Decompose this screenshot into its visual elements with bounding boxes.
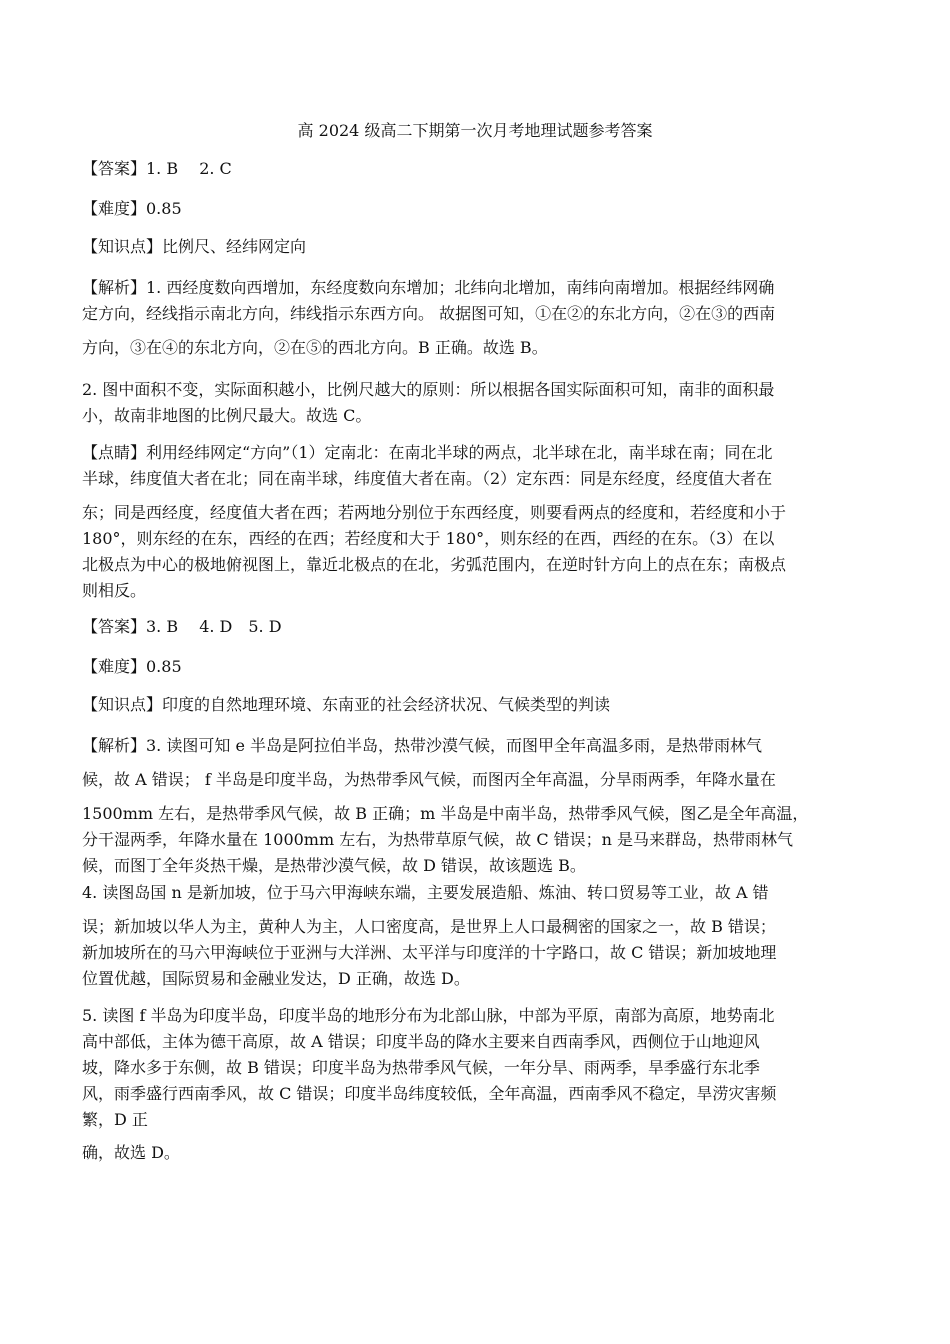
text-line: 4. 读图岛国 n 是新加坡，位于马六甲海峡东端，主要发展造船、炼油、转口贸易等工业，故 A 错: [82, 883, 769, 902]
answer-line-q3-5: [82, 614, 862, 640]
text-line: 小，故南非地图的比例尺最大。故选 C。: [82, 406, 372, 425]
text-line: 【难度】0.85: [82, 657, 182, 676]
text-line: 方向，③在④的东北方向，②在⑤的西北方向。B 正确。故选 B。: [82, 338, 548, 357]
analysis-q3: [82, 733, 862, 879]
text-line: 候，故 A 错误； f 半岛是印度半岛，为热带季风气候，而图丙全年高温，分旱雨两季，年降水量在: [82, 770, 776, 789]
answer-line-q1-2: [82, 156, 862, 182]
text-line: 坡，降水多于东侧，故 B 错误；印度半岛为热带季风气候，一年分旱、雨两季，旱季盛行东北季: [82, 1058, 760, 1077]
text-line: 【解析】1. 西经度数向西增加，东经度数向东增加；北纬向北增加，南纬向南增加。根据经纬网确: [82, 278, 775, 297]
text-line: 2. 图中面积不变，实际面积越小，比例尺越大的原则：所以根据各国实际面积可知，南非的面积最: [82, 380, 775, 399]
text-line: 确，故选 D。: [82, 1143, 180, 1162]
knowledge-point-q3-5: [82, 692, 862, 718]
text-line: 半球，纬度值大者在北；同在南半球，纬度值大者在南。（2）定东西：同是东经度，经度值大者在: [82, 469, 773, 488]
analysis-q4: [82, 880, 862, 992]
text-line: 【点睛】利用经纬网定“方向”（1）定南北：在南北半球的两点，北半球在北，南半球在南；同在北: [82, 443, 773, 462]
text-line: 【解析】3. 读图可知 e 半岛是阿拉伯半岛，热带沙漠气候，而图甲全年高温多雨，是热带雨林气: [82, 736, 762, 755]
text-line: 风，雨季盛行西南季风，故 C 错误；印度半岛纬度较低，全年高温，西南季风不稳定，旱涝灾害频: [82, 1084, 777, 1103]
document-title: 高 2024 级高二下期第一次月考地理试题参考答案: [297, 121, 653, 140]
tips-section: [82, 440, 862, 604]
text-line: 定方向，经线指示南北方向，纬线指示东西方向。 故据图可知，①在②的东北方向，②在③的西南: [82, 304, 776, 323]
text-line: 180°，则东经的在东，西经的在西；若经度和大于 180°，则东经的在西，西经的在东。（3）在以: [82, 529, 775, 548]
text-line: 则相反。: [82, 581, 147, 600]
text-line: 【答案】1. B 2. C: [82, 159, 232, 178]
text-line: 繁，D 正: [82, 1110, 148, 1129]
text-line: 5. 读图 f 半岛为印度半岛，印度半岛的地形分布为北部山脉，中部为平原，南部为高原，地势南北: [82, 1006, 775, 1025]
text-line: 【知识点】印度的自然地理环境、东南亚的社会经济状况、气候类型的判读: [82, 695, 611, 714]
analysis-q1: [82, 275, 862, 361]
text-line: 位置优越，国际贸易和金融业发达，D 正确，故选 D。: [82, 969, 470, 988]
difficulty-line-q3-5: [82, 654, 862, 680]
text-line: 1500mm 左右，是热带季风气候，故 B 正确；m 半岛是中南半岛，热带季风气候，图乙是全年高温，: [82, 804, 809, 823]
text-line: 分干湿两季，年降水量在 1000mm 左右，为热带草原气候，故 C 错误；n 是马来群岛，热带雨林气: [82, 830, 794, 849]
analysis-q5: [82, 1003, 862, 1133]
text-line: 东；同是西经度，经度值大者在西；若两地分别位于东西经度，则要看两点的经度和，若经度和小于: [82, 503, 787, 522]
text-line: 误；新加坡以华人为主，黄种人为主，人口密度高，是世界上人口最稠密的国家之一，故 B 错误；: [82, 917, 776, 936]
analysis-q5-end: [82, 1140, 862, 1166]
text-line: 候，而图丁全年炎热干燥，是热带沙漠气候，故 D 错误，故该题选 B。: [82, 856, 586, 875]
text-line: 北极点为中心的极地俯视图上，靠近北极点的在北，劣弧范围内，在逆时针方向上的点在东；南极点: [82, 555, 787, 574]
text-line: 【知识点】比例尺、经纬网定向: [82, 237, 307, 256]
analysis-q2: [82, 377, 862, 429]
text-line: 高中部低，主体为德干高原，故 A 错误；印度半岛的降水主要来自西南季风，西侧位于山地迎风: [82, 1032, 760, 1051]
text-line: 新加坡所在的马六甲海峡位于亚洲与大洋洲、太平洋与印度洋的十字路口，故 C 错误；新加坡地理: [82, 943, 777, 962]
text-line: 【难度】0.85: [82, 199, 182, 218]
text-line: 【答案】3. B 4. D 5. D: [82, 617, 282, 636]
knowledge-point-q1-2: [82, 234, 862, 260]
difficulty-line-q1-2: [82, 196, 862, 222]
